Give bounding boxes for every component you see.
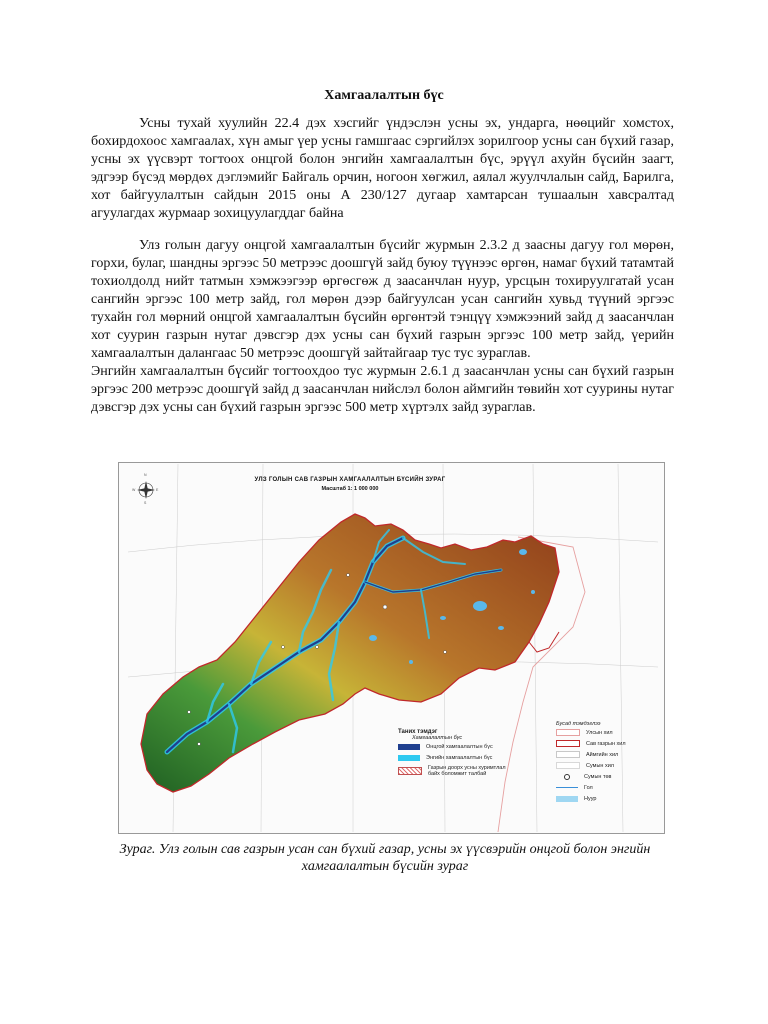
legend-item-normal-zone (398, 752, 538, 763)
legend-label-lake: Нуур (584, 795, 597, 802)
legend-heading: Таних тэмдэг (398, 729, 438, 735)
figure-caption: Зураг. Улз голын сав газрын усан сан бүхий газар, усны эх үүсвэрийн онцгой болон энгийн хамгаалалтын бүсийн зураг (119, 842, 651, 874)
legend-item-aimag-border (556, 749, 666, 760)
compass-south-label: S (144, 501, 147, 505)
legend-swatch-state-border (556, 729, 580, 736)
legend-swatch-groundwater (398, 767, 422, 775)
paragraph-2-text: Улз голын дагуу онцгой хамгаалалтын бүсийг журмын 2.3.2 д заасны дагуу гол мөрөн, горхи, булаг, шандны эргээс 50 метрээс доошгүй зайд буюу түүнээс өргөн, намаг бүхий татамтай тохиолдолд нийт татмын хэмжээгээр өргөсгөж д заасанчлан нуур, урсцын тохируулгатай усан сангийн эргээс 100 метр зайд, гол мөрөн дээр байгуулсан усан сангийн хувьд түүний эргээс тухайн гол мөрний онцгой хамгаалалтын бүсийн өргөнтэй тэнцүү хэмжээний зайд д заасанчлан хот суурин газрын нутаг дэвсгэр дэх усны сан бүхий газрын эргээс 100 метр зайд, үерийн хамгаалалтын далангаас 50 метрээс доошгүй зайтайгаар тус тус зураглав. (91, 238, 674, 361)
legend-item-soum-border (556, 760, 666, 771)
legend-protection-zones (398, 729, 538, 779)
legend-label-state-border: Улсын хил (586, 729, 613, 736)
legend-label-soum-center: Сумын төв (584, 773, 612, 780)
legend-swatch-soum-center (556, 774, 578, 780)
legend-swatch-special (398, 744, 420, 750)
compass-west-label: W (132, 488, 136, 492)
legend-item-special-zone (398, 741, 538, 752)
legend-other (556, 721, 666, 804)
paragraph-1 (91, 115, 674, 223)
legend-swatch-soum-border (556, 762, 580, 769)
legend-label-soum-border: Сумын хил (586, 762, 614, 769)
paragraph-1-text: Усны тухай хуулийн 22.4 дэх хэсгийг үндэслэн усны эх, ундарга, нөөцийг хомстох, бохирдохоос хамгаалах, хүн амыг үер усны гамшгаас сэргийлэх зорилгоор усны сан бүхий газар, усны эх үүсвэрт тогтоох онцгой болон энгийн хамгаалалтын бүс, эрүүл ахуйн бүсийн заагт, эдгээр бүсэд мөрдөх дэглэмийг Байгаль орчин, ногоон хөгжил, аялал жуулчлалын сайд, Барилга, хот байгуулалтын сайдын 2015 оны А 230/127 дугаар хамтарсан тушаалын хавсралтад агуулагдах журмаар зохицуулагддаг байна (91, 116, 674, 221)
legend-label-normal: Энгийн хамгаалалтын бүс (426, 754, 493, 761)
legend-swatch-river (556, 787, 578, 788)
legend-swatch-lake (556, 796, 578, 802)
map-title: УЛЗ ГОЛЫН САВ ГАЗРЫН ХАМГААЛАЛТЫН БҮСИЙН ЗУРАГ (254, 477, 446, 483)
legend-label-basin-border: Сав газрын хил (586, 740, 626, 747)
paragraph-2 (91, 237, 674, 417)
legend-other-heading: Бусад тэмдэглээ (556, 721, 601, 727)
compass-east-label: E (156, 488, 159, 492)
legend-subheading: Хамгаалалтын бүс (412, 735, 463, 741)
legend-item-basin-border (556, 738, 666, 749)
legend-item-soum-center (556, 771, 666, 782)
compass-rose-icon (137, 481, 155, 499)
legend-swatch-basin-border (556, 740, 580, 747)
paragraph-3-text: Энгийн хамгаалалтын бүсийг тогтоохдоо тус журмын 2.6.1 д заасанчлан усны сан бүхий газрын эргээс 200 метрээс доошгүй зайд д заасанчлан нийслэл болон аймгийн төвийн хот суурины нутаг дэвсгэр дэх усны сан бүхий газрын эргээс 500 метр хүртэлх зайд зураглав. (91, 364, 674, 415)
compass-north-label: N (144, 473, 147, 477)
legend-label-groundwater: Газрын доорх усны хуримтлал байх боломжит талбай (428, 765, 506, 777)
legend-label-river: Гол (584, 784, 593, 791)
document-title: Хамгаалалтын бүс (324, 88, 444, 103)
legend-item-lake (556, 793, 666, 804)
map-scale: Масштаб 1: 1 000 000 (321, 486, 379, 492)
legend-swatch-aimag-border (556, 751, 580, 758)
legend-item-state-border (556, 727, 666, 738)
legend-label-aimag-border: Аймгийн хил (586, 751, 619, 758)
legend-item-river (556, 782, 666, 793)
legend-label-special: Онцгой хамгаалалтын бүс (426, 743, 493, 750)
legend-swatch-normal (398, 755, 420, 761)
legend-item-groundwater (398, 763, 538, 779)
